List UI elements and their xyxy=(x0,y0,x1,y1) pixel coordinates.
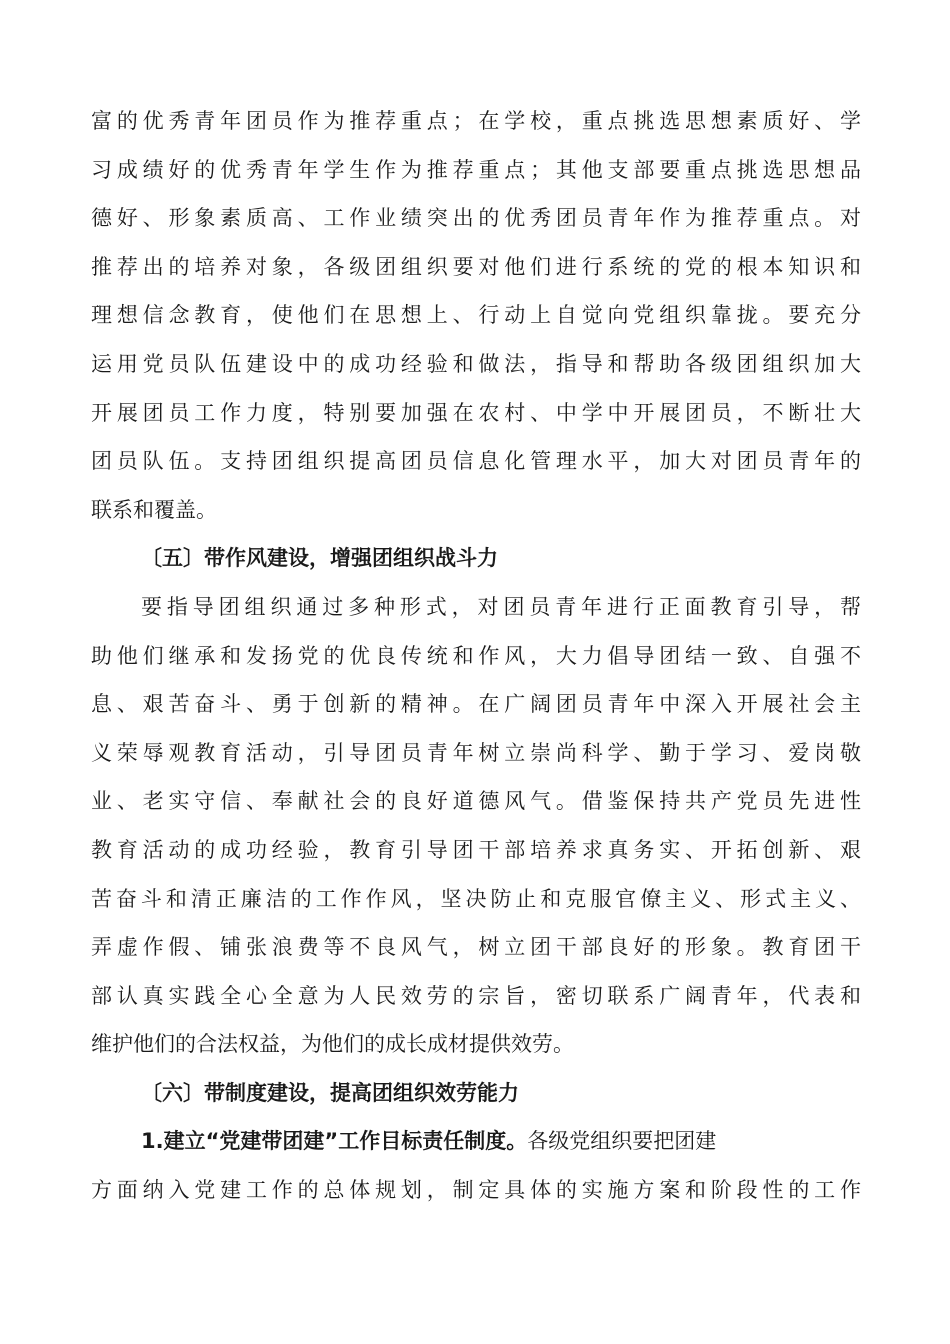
item-text: 各级党组织要把团建 xyxy=(527,1129,717,1154)
paragraph-line: 富的优秀青年团员作为推荐重点；在学校，重点挑选思想素质好、学 xyxy=(91,109,861,133)
paragraph-line: 要指导团组织通过多种形式，对团员青年进行正面教育引导，帮 xyxy=(141,594,861,619)
paragraph-line: 推荐出的培养对象，各级团组织要对他们进行系统的党的根本知识和 xyxy=(91,254,861,279)
paragraph-line: 息、艰苦奋斗、勇于创新的精神。在广阔团员青年中深入开展社会主 xyxy=(91,692,861,717)
paragraph-line: 弄虚作假、铺张浪费等不良风气，树立团干部良好的形象。教育团干 xyxy=(91,935,861,960)
paragraph-line: 开展团员工作力度，特别要加强在农村、中学中开展团员，不断壮大 xyxy=(91,400,861,425)
paragraph-line: 运用党员队伍建设中的成功经验和做法，指导和帮助各级团组织加大 xyxy=(91,351,861,376)
section-heading-five: 〔五〕带作风建设，增强团组织战斗力 xyxy=(141,546,498,571)
paragraph-line: 助他们继承和发扬党的优良传统和作风，大力倡导团结一致、自强不 xyxy=(91,643,861,668)
paragraph-line: 业、老实守信、奉献社会的良好道德风气。借鉴保持共产党员先进性 xyxy=(91,789,861,814)
paragraph-line: 理想信念教育，使他们在思想上、行动上自觉向党组织靠拢。要充分 xyxy=(91,303,861,328)
paragraph-line: 联系和覆盖。 xyxy=(91,497,217,522)
document-page xyxy=(91,97,861,1215)
paragraph-line: 义荣辱观教育活动，引导团员青年树立崇尚科学、勤于学习、爱岗敬 xyxy=(91,740,861,765)
paragraph-line: 方面纳入党建工作的总体规划，制定具体的实施方案和阶段性的工作 xyxy=(91,1178,861,1203)
paragraph-line: 习成绩好的优秀青年学生作为推荐重点；其他支部要重点挑选思想品 xyxy=(91,157,861,182)
paragraph-line: 教育活动的成功经验，教育引导团干部培养求真务实、开拓创新、艰 xyxy=(91,837,861,862)
item-bold-lead: 1.建立“党建带团建”工作目标责任制度。 xyxy=(141,1129,528,1154)
paragraph-line: 维护他们的合法权益，为他们的成长成材提供效劳。 xyxy=(91,1032,574,1057)
paragraph-line: 德好、形象素质高、工作业绩突出的优秀团员青年作为推荐重点。对 xyxy=(91,206,861,231)
section-heading-six: 〔六〕带制度建设，提高团组织效劳能力 xyxy=(141,1080,519,1105)
paragraph-line: 苦奋斗和清正廉洁的工作作风，坚决防止和克服官僚主义、形式主义、 xyxy=(91,886,861,911)
numbered-item-line xyxy=(91,1117,861,1166)
paragraph-line: 团员队伍。支持团组织提高团员信息化管理水平，加大对团员青年的 xyxy=(91,449,861,474)
paragraph-line: 部认真实践全心全意为人民效劳的宗旨，密切联系广阔青年，代表和 xyxy=(91,983,861,1008)
